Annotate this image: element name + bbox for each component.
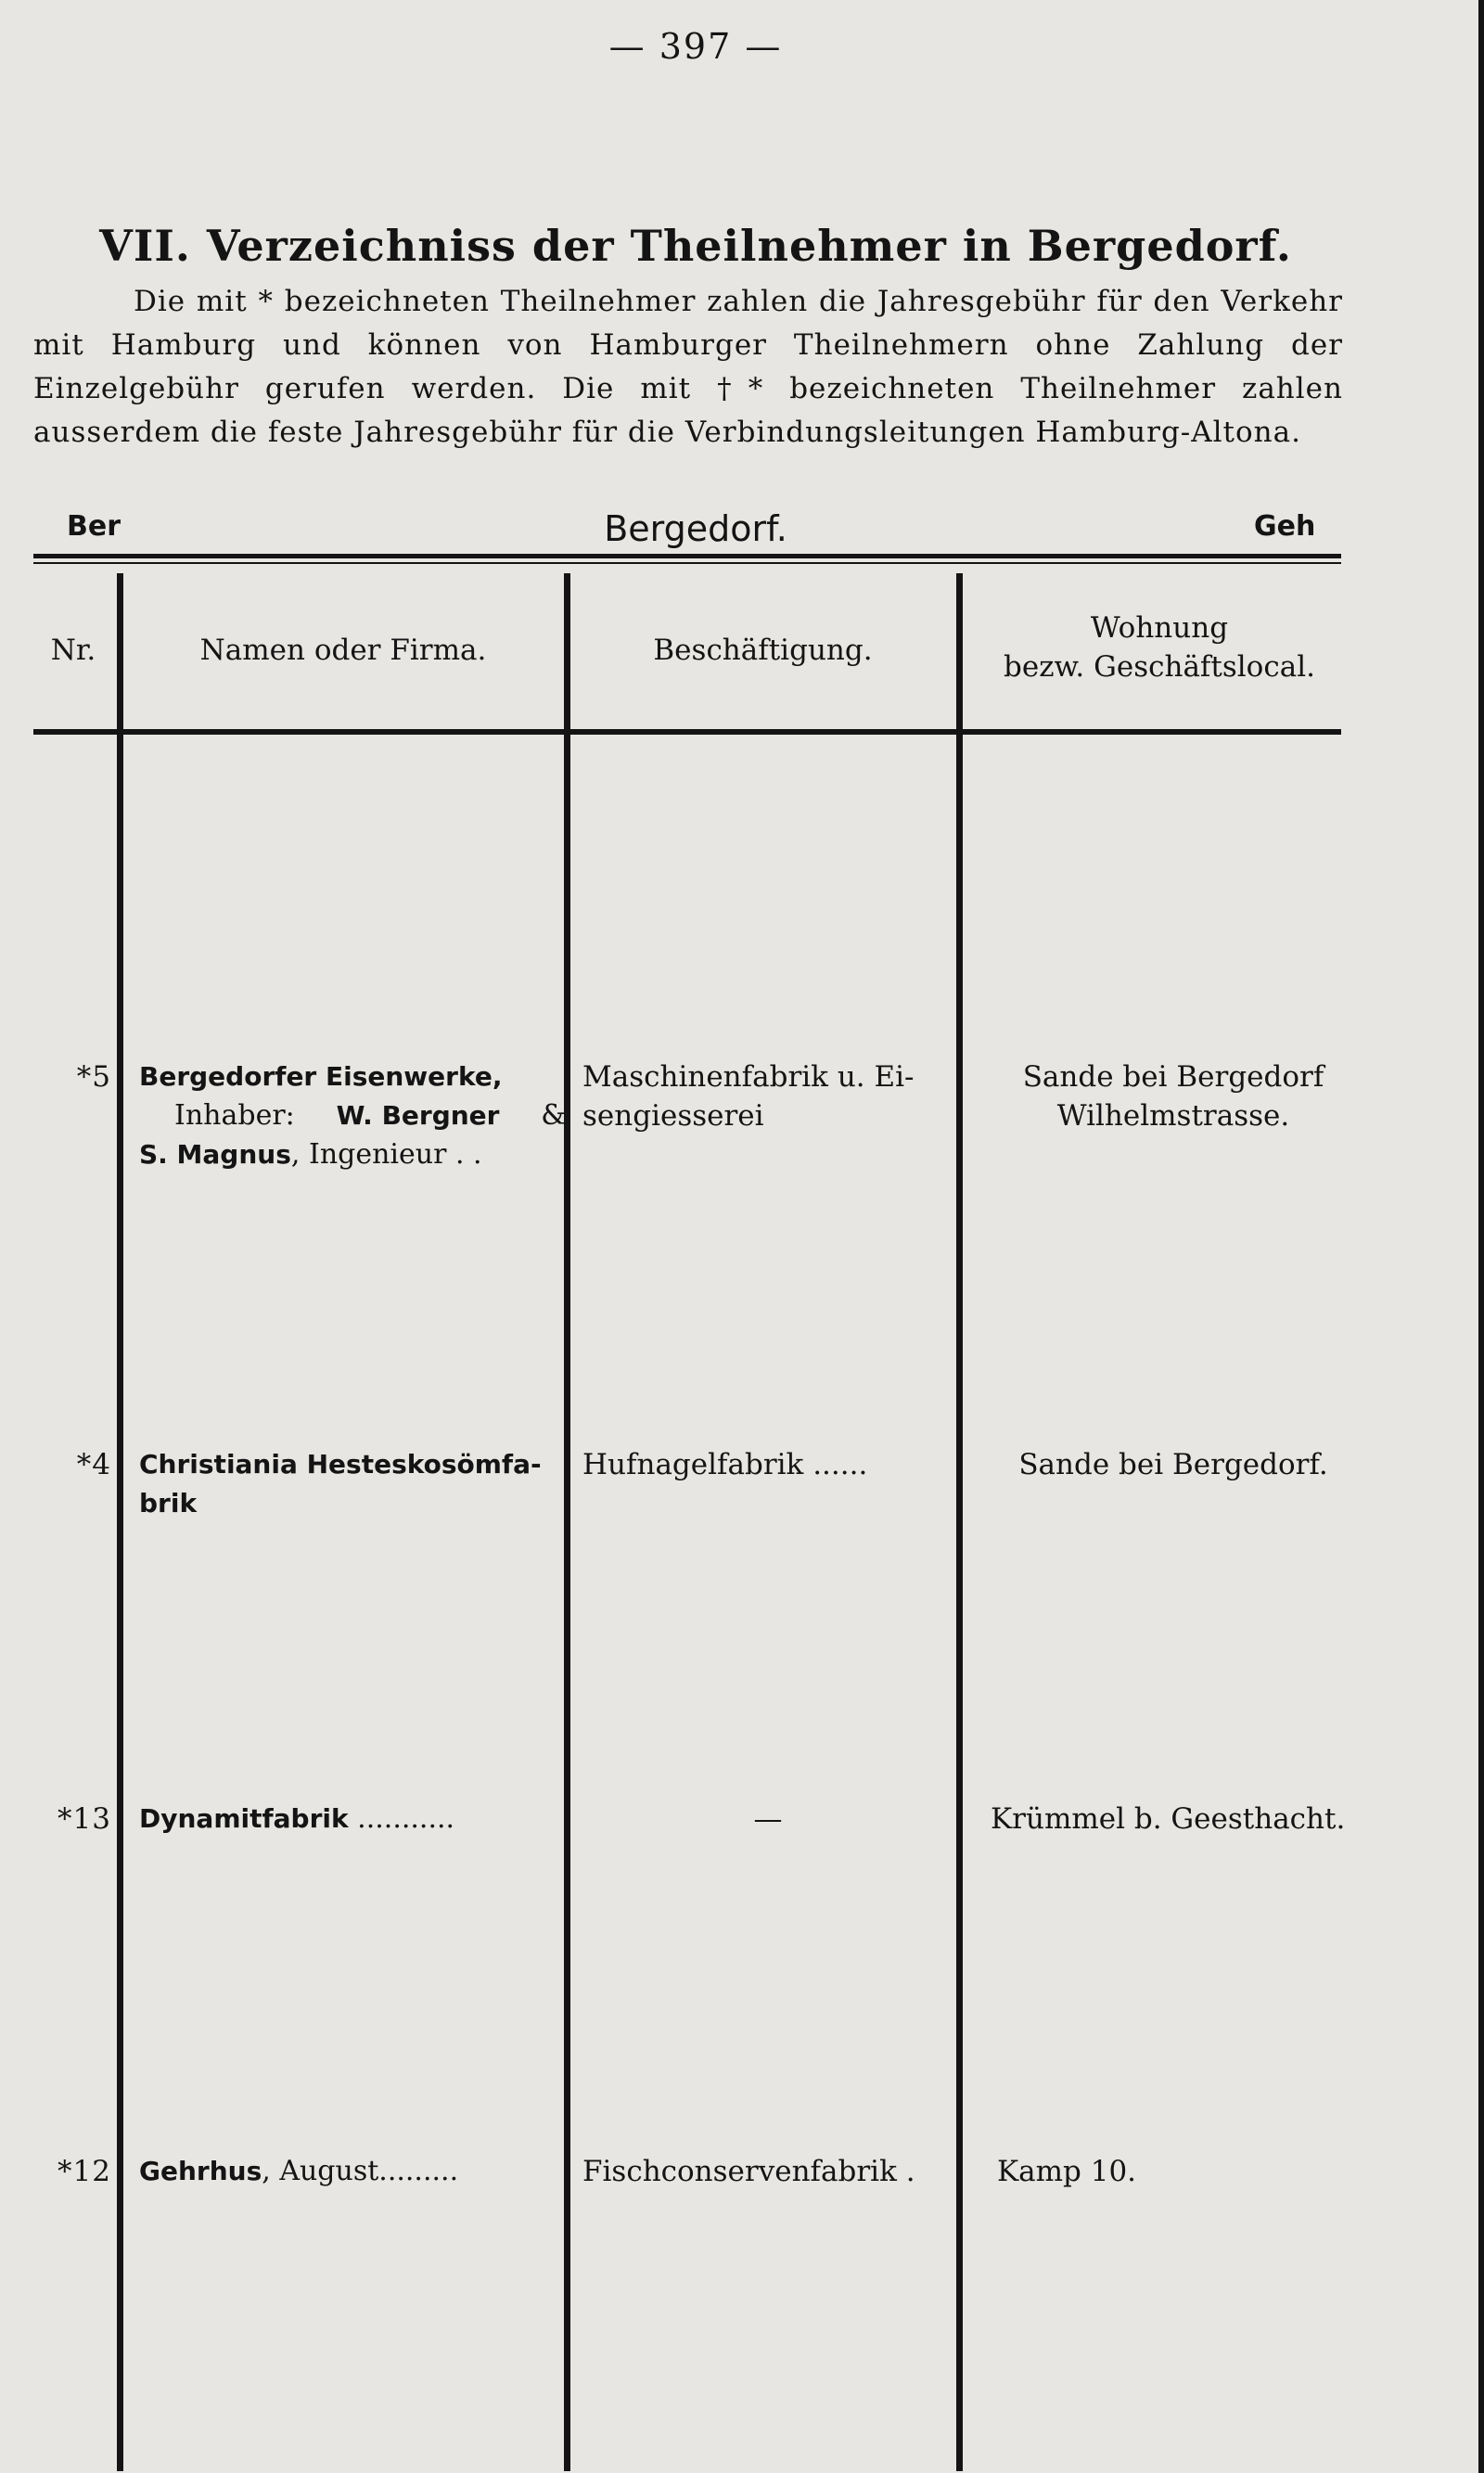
entry-nr: *5 — [76, 1060, 111, 1094]
entry-owner-2-title: , Ingenieur . . — [290, 1138, 482, 1171]
entry-nr: *12 — [58, 2155, 111, 2188]
top-rule-thick — [33, 554, 1341, 558]
column-header-nr: Nr. — [50, 634, 96, 667]
page-number: — 397 — — [608, 26, 783, 67]
entry-address: Sande bei Bergedorf. — [1018, 1448, 1328, 1481]
column-header-occupation: Beschäftigung. — [653, 634, 873, 667]
entry-occupation: Fischconservenfabrik . — [582, 2155, 915, 2188]
entry-name-firm: Gehrhus — [139, 2156, 262, 2186]
column-divider-1 — [117, 573, 123, 2471]
entry-name-leader: ........... — [348, 1802, 455, 1835]
entry-name-rest: , August......... — [262, 2155, 459, 2187]
range-end: Geh — [1254, 510, 1316, 543]
top-rule-thin — [33, 562, 1341, 564]
entry-address: Sande bei Bergedorf Wilhelmstrasse. — [1022, 1060, 1324, 1133]
column-header-address — [969, 609, 1350, 686]
page-title: VII. Verzeichniss der Theilnehmer in Bergedorf. — [99, 221, 1292, 271]
entry-name — [139, 1057, 566, 1174]
entry-name — [139, 1445, 566, 1523]
entry-occupation: Maschinenfabrik u. Ei-sengiesserei — [582, 1060, 915, 1133]
entry-nr: *4 — [76, 1448, 111, 1481]
column-divider-3 — [956, 573, 963, 2471]
entry-name — [139, 1800, 566, 1839]
entry-occupation: — — [753, 1802, 783, 1836]
entry-owner-prefix: Inhaber: — [174, 1099, 295, 1132]
column-header-address-line2: bezw. Geschäftslocal. — [1004, 650, 1315, 684]
entry-occupation: Hufnagelfabrik ...... — [582, 1448, 868, 1481]
range-start: Ber — [67, 510, 122, 543]
column-header-name: Namen oder Firma. — [199, 634, 487, 667]
entry-nr: *13 — [58, 1802, 111, 1836]
page-edge — [1478, 0, 1484, 2473]
entry-ampersand: & — [541, 1099, 566, 1132]
entry-name — [139, 2152, 566, 2191]
entry-name-firm: Dynamitfabrik — [139, 1803, 349, 1834]
entry-owner-2: S. Magnus — [139, 1139, 291, 1170]
entry-name-firm: Christiania Hesteskosömfa-brik — [139, 1449, 542, 1518]
column-header-address-line1: Wohnung — [1090, 611, 1229, 645]
header-rule — [33, 729, 1341, 735]
entry-name-firm: Bergedorfer Eisenwerke, — [139, 1061, 503, 1092]
entry-address: Kamp 10. — [997, 2155, 1137, 2188]
section-title: Bergedorf. — [604, 508, 787, 549]
intro-paragraph: Die mit * bezeichneten Theilnehmer zahlen die Jahresgebühr für den Verkehr mit Hamburg und können von Hamburger Theilnehmern ohne Zahlung der Einzelgebühr gerufen werden. Die mit †* bezeichneten Theilnehmer zahlen ausserdem die feste Jahresgebühr für die Verbindungsleitungen Hamburg-Altona. — [33, 285, 1343, 449]
entry-address: Krümmel b. Geesthacht. — [991, 1802, 1346, 1836]
entry-owner-1: W. Bergner — [336, 1100, 500, 1131]
